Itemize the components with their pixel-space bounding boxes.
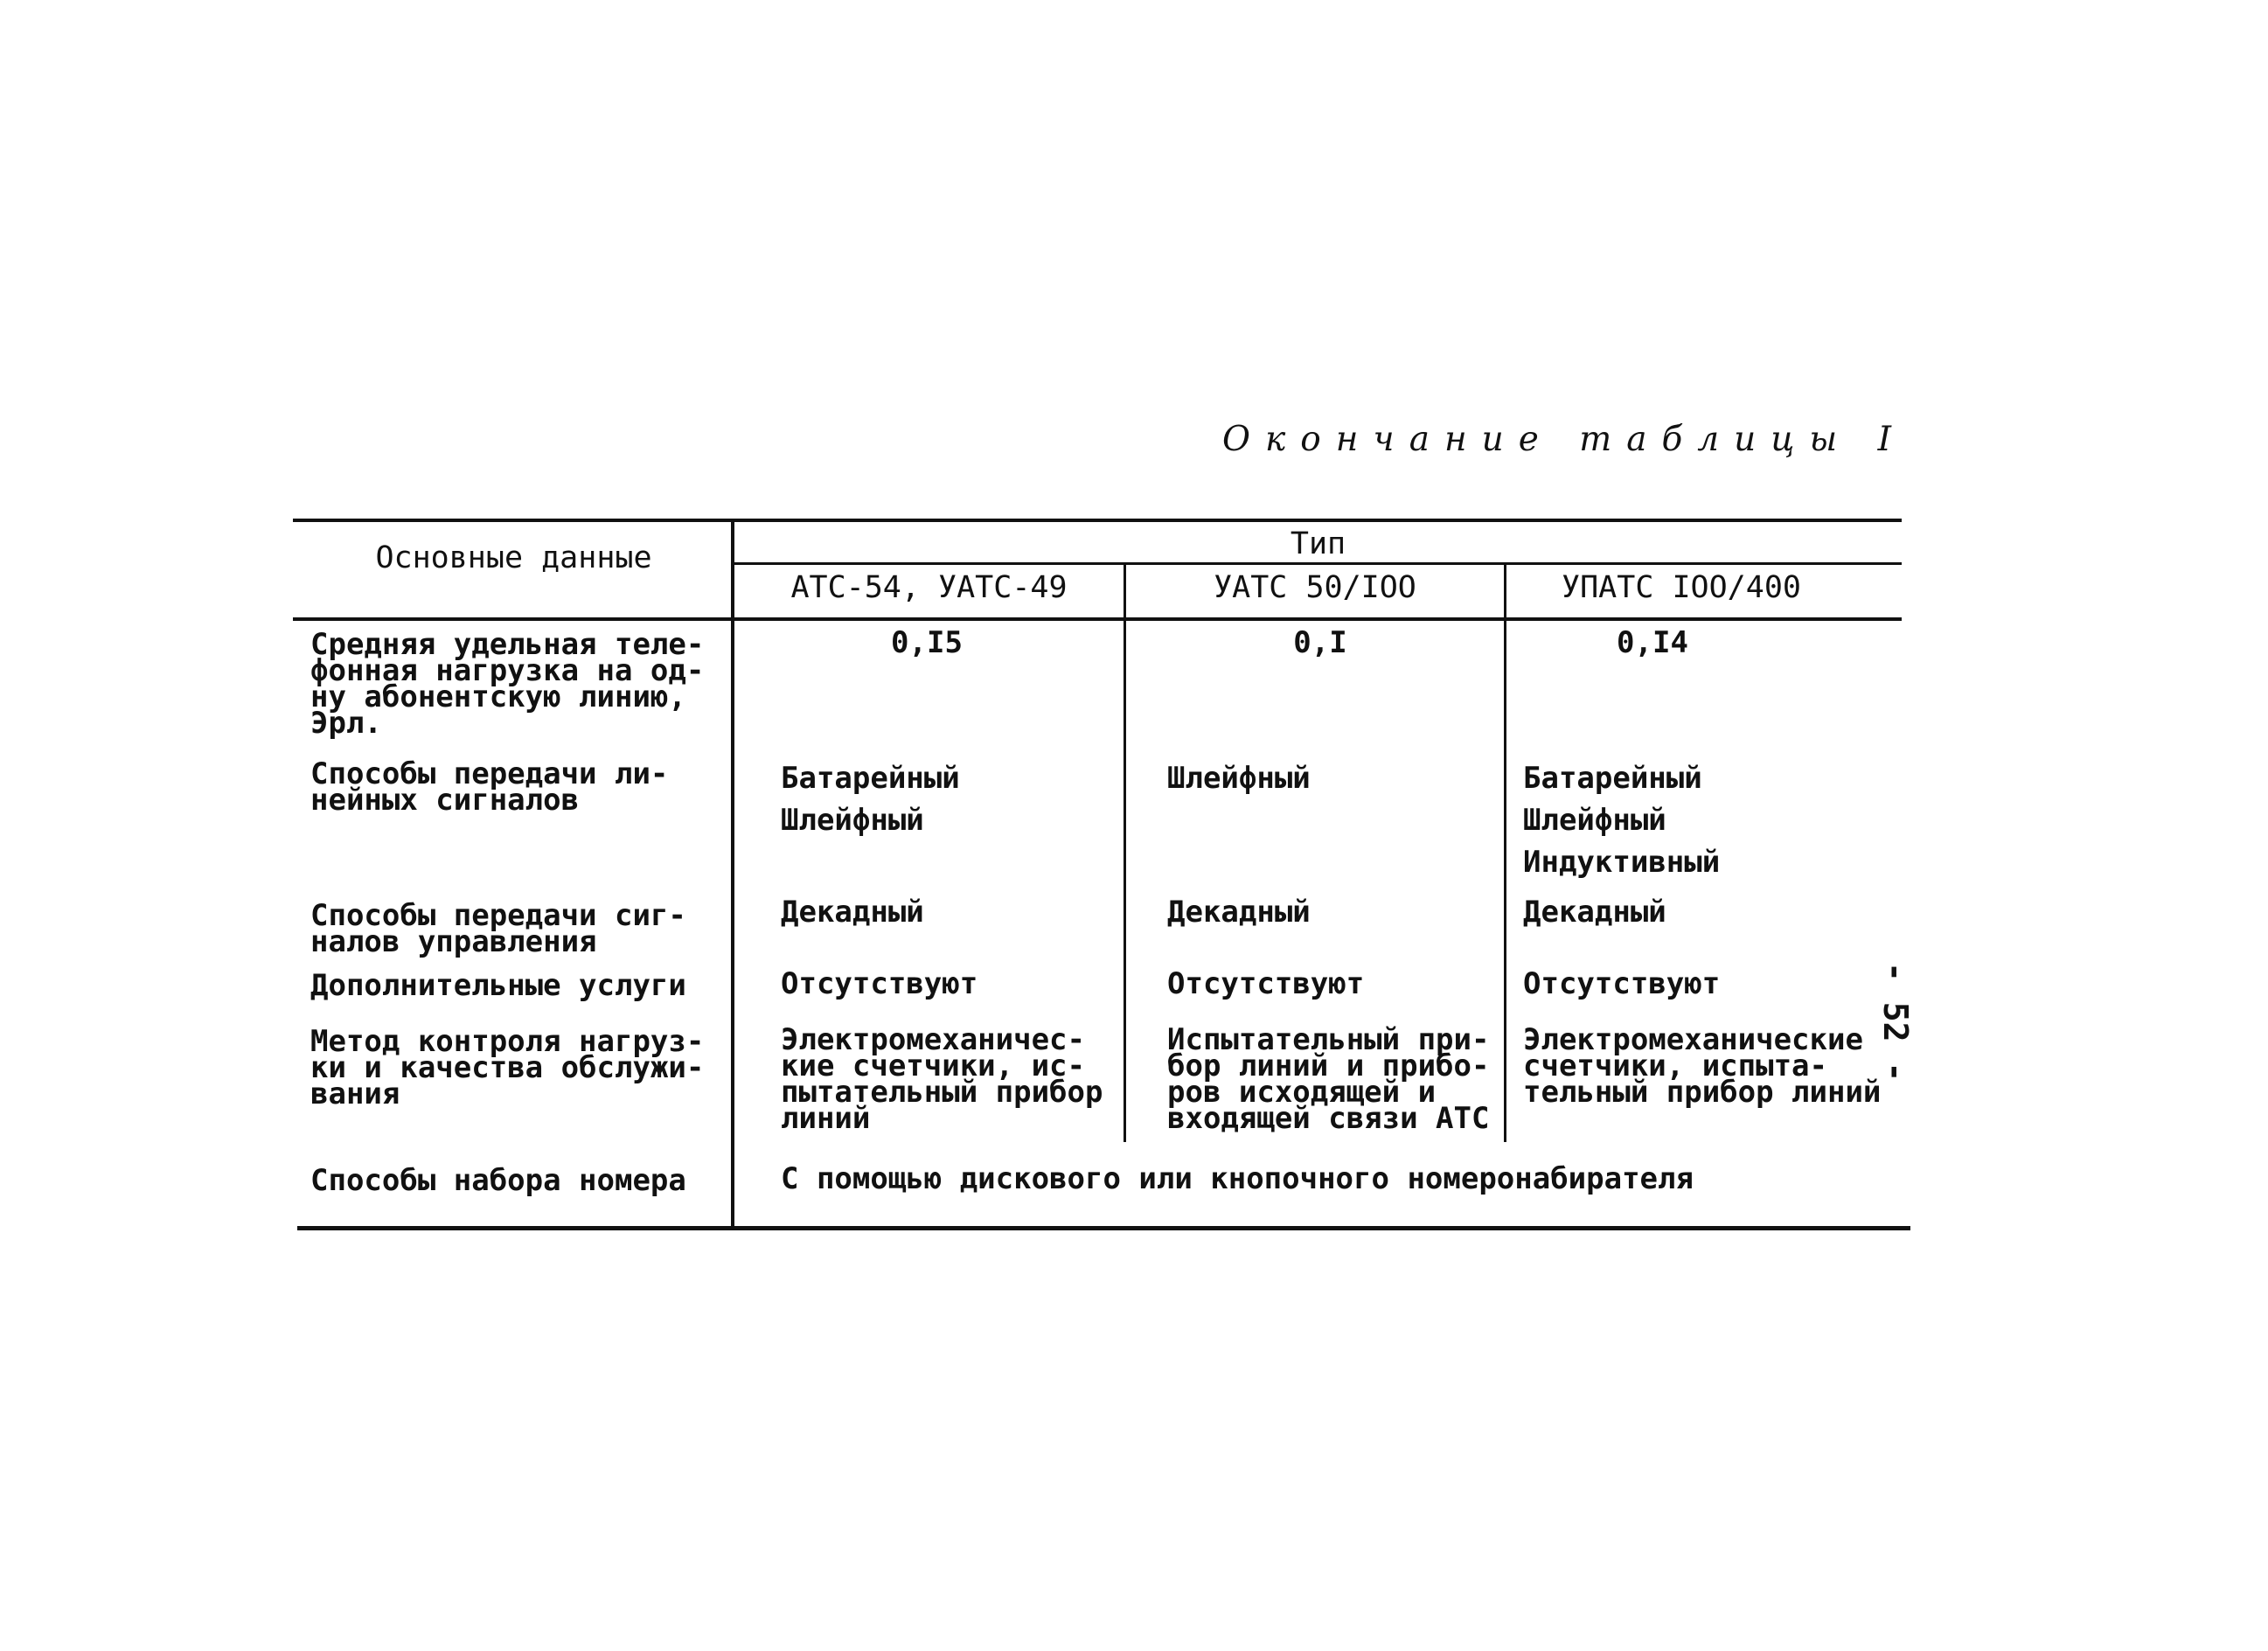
merged-cell: С помощью дискового или кнопочного номеронабирателя — [781, 1161, 1694, 1196]
table-cell: Шлейфный — [1167, 761, 1311, 796]
header-main: Основные данные — [375, 540, 652, 575]
row-label: Средняя удельная теле- фонная нагрузка на од- ну абонентскую линию, Эрл. — [310, 627, 705, 741]
table-bottom-rule — [297, 1226, 1910, 1230]
table-cell: Электромеханичес- кие счетчики, ис- пытательный прибор линий — [781, 1022, 1103, 1136]
table-caption: Окончание таблицы I — [1222, 420, 1906, 459]
header-type: Тип — [1290, 526, 1346, 561]
header-column-1: АТС-54, УАТС-49 — [790, 570, 1068, 605]
column-divider-1 — [731, 519, 734, 1230]
table-cell: 0,I — [1293, 625, 1347, 660]
header-bottom-rule — [293, 617, 1902, 621]
table-cell: 0,I5 — [891, 625, 963, 660]
row-label: Метод контроля нагруз- ки и качества обслужи- вания — [310, 1024, 705, 1111]
table-cell: 0,I4 — [1617, 625, 1688, 660]
table-cell: Декадный — [781, 895, 924, 930]
table-cell: Батарейный Шлейфный Индуктивный — [1523, 761, 1721, 880]
table-cell: Отсутствуют — [781, 966, 978, 1001]
type-subheader-rule — [733, 562, 1902, 565]
row-label: Способы передачи сиг- налов управления — [310, 898, 686, 959]
row-label: Дополнительные услуги — [310, 968, 686, 1003]
row-label: Способы передачи ли- нейных сигналов — [310, 756, 669, 818]
table-cell: Отсутствуют — [1167, 966, 1365, 1001]
column-divider-3 — [1504, 562, 1506, 1142]
table-cell: Отсутствуют — [1523, 966, 1721, 1001]
column-divider-2 — [1124, 562, 1126, 1142]
header-column-2: УАТС 50/IОО — [1214, 570, 1416, 605]
row-label: Способы набора номера — [310, 1163, 686, 1198]
table-cell: Декадный — [1523, 895, 1666, 930]
table-cell: Декадный — [1167, 895, 1311, 930]
table-cell: Испытательный при- бор линий и прибо- ров исходящей и входящей связи АТС — [1167, 1022, 1490, 1136]
header-column-3: УПАТС IОО/400 — [1562, 570, 1801, 605]
table-cell: Электромеханические счетчики, испыта- тельный прибор линий — [1523, 1022, 1882, 1110]
table-top-rule — [293, 519, 1902, 522]
table-cell: Батарейный Шлейфный — [781, 761, 960, 838]
page-number: - 52 - — [1876, 962, 1915, 1083]
